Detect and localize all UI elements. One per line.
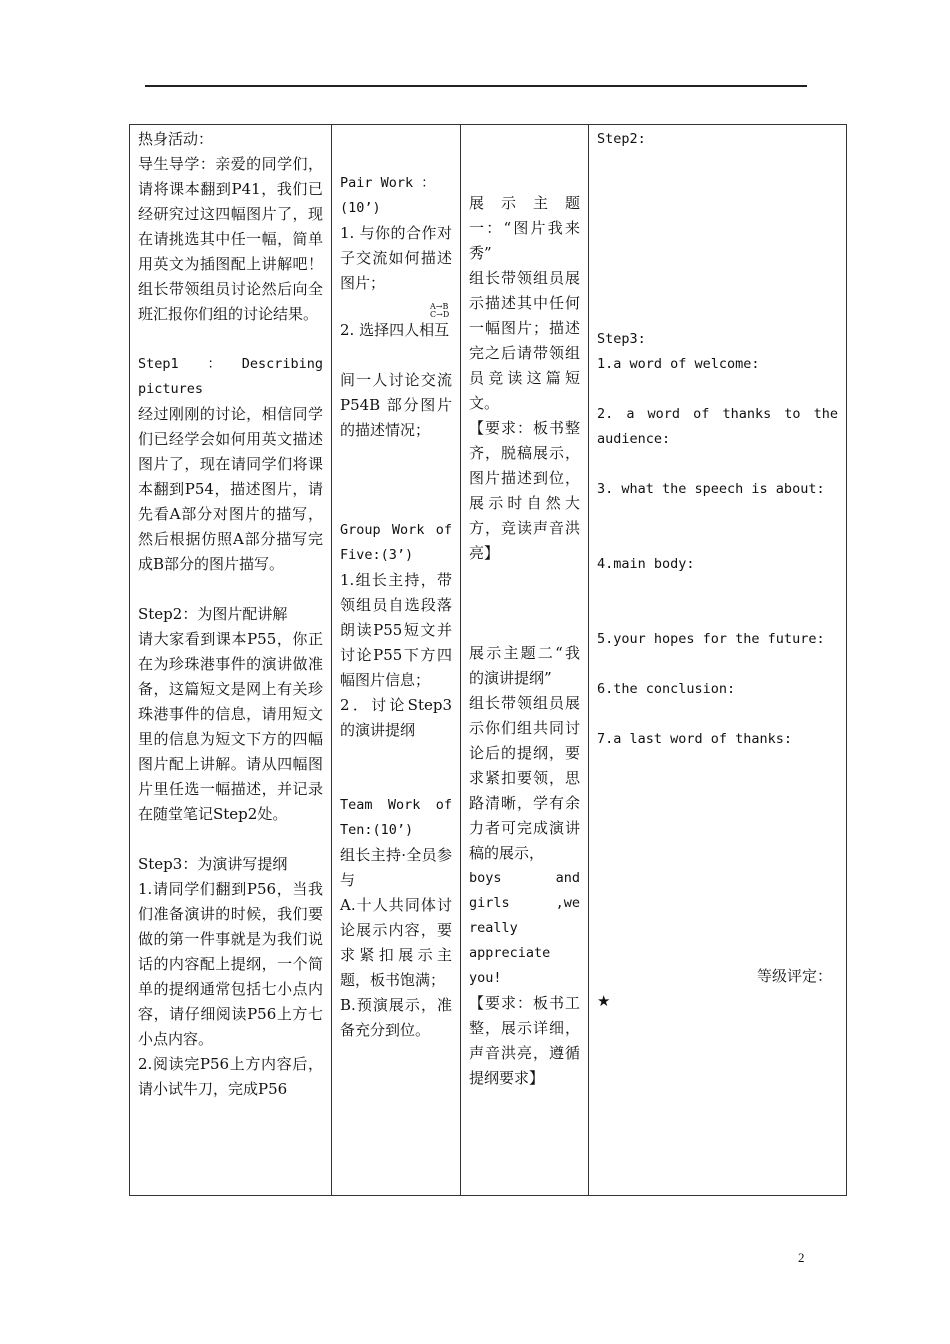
theme-1-text: 组长带领组员展示描述其中任何一幅图片；描述完之后请带领组员竞读这篇短文。 [469, 269, 580, 412]
step2-title: Step2：为图片配讲解 [138, 605, 288, 623]
notes-item-4: 4.main body: [597, 556, 695, 572]
notes-item-6: 6.the conclusion: [597, 681, 736, 697]
theme-2-requirement: 【要求：板书工整，展示详细，声音洪亮，遵循提纲要求】 [469, 994, 580, 1087]
page-number: 2 [798, 1250, 805, 1265]
theme-2-text: 组长带领组员展示你们组共同讨论后的提纲，要求紧扣要领，思路清晰，学有余力者可完成演讲稿的展示， [469, 694, 580, 862]
pair-mark-bottom: C→D [430, 310, 450, 319]
notes-item-2: 2. a word of thanks to the audience: [597, 406, 838, 447]
theme-1-title: 展示主题一：“图片我来秀” [469, 194, 580, 262]
pair-work-item-2: 2. 选择四人相互 [340, 321, 450, 339]
star-icon: ★ [597, 992, 611, 1010]
team-work-title: Team Work of Ten:(10’) [340, 797, 452, 838]
notes-step2: Step2: [597, 131, 646, 147]
pair-work-title: Pair Work ：(10’) [340, 175, 435, 216]
step3-item-1: 1.请同学们翻到P56，当我们准备演讲的时候，我们要做的第一件事就是为我们说话的内容配上提纲，一个简单的提纲通常包括七小点内容，请仔细阅读P56上方七小点内容。 [138, 880, 323, 1048]
pair-mark-top: A→B [430, 302, 449, 311]
step3-item-2: 2.阅读完P56上方内容后，请小试牛刀，完成P56 [138, 1055, 323, 1098]
notes-item-3: 3. what the speech is about: [597, 481, 825, 497]
theme-1-requirement: 【要求：板书整齐，脱稿展示，图片描述到位，展示时自然大方，竞读声音洪亮】 [469, 419, 580, 562]
step1-title: Step1 ：Describing pictures [138, 356, 323, 397]
theme-2-title: 展示主题二“我的演讲提纲” [469, 644, 580, 687]
grade-label: 等级评定： [756, 967, 832, 985]
pair-work-item-2-cont: 间一人讨论交流 P54B 部分图片的描述情况； [340, 371, 457, 439]
cooperation-cell [332, 125, 461, 1196]
table-row [130, 125, 847, 1196]
team-work-a: A.十人共同体讨论展示内容，要求紧扣展示主题，板书饱满； [340, 896, 452, 989]
warmup-title: 热身活动： [138, 130, 214, 148]
warmup-text: 导生导学：亲爱的同学们，请将课本翻到P41，我们已经研究过这四幅图片了，现在请挑选其中任一幅，简单用英文为插图配上讲解吧！组长带领组员讨论然后向全班汇报你们组的讨论结果。 [138, 155, 323, 323]
notes-step3: Step3: [597, 331, 646, 347]
group-work-item-2: 2．讨论Step3的演讲提纲 [340, 696, 452, 739]
presentation-cell [461, 125, 589, 1196]
group-work-title: Group Work of Five:(3’) [340, 522, 452, 563]
lesson-table [129, 124, 847, 1196]
step3-title: Step3：为演讲写提纲 [138, 855, 288, 873]
step2-text: 请大家看到课本P55，你正在为珍珠港事件的演讲做准备，这篇短文是网上有关珍珠港事件的信息，请用短文里的信息为短文下方的四幅图片配上讲解。请从四幅图片里任选一幅描述，并记录在随堂笔记Step2处。 [138, 630, 323, 823]
notes-item-5: 5.your hopes for the future: [597, 631, 825, 647]
pair-work-item-1: 1. 与你的合作对子交流如何描述图片； [340, 224, 452, 292]
team-work-host: 组长主持·全员参与 [340, 846, 452, 889]
group-work-item-1: 1.组长主持，带领组员自选段落朗读P55短文并讨论P55下方四幅图片信息； [340, 571, 452, 689]
notes-item-7: 7.a last word of thanks: [597, 731, 793, 747]
notes-item-1: 1.a word of welcome: [597, 356, 760, 372]
theme-2-english: boys and girls ,we really appreciate you! [469, 870, 580, 986]
notes-cell [589, 125, 847, 1196]
team-work-b: B.预演展示，准备充分到位。 [340, 996, 452, 1039]
header-rule [145, 85, 807, 87]
learning-process-cell [130, 125, 332, 1196]
step1-text: 经过刚刚的讨论，相信同学们已经学会如何用英文描述图片了，现在请同学们将课本翻到P54，描述图片，请先看A部分对图片的描写，然后根据仿照A部分描写完成B部分的图片描写。 [138, 405, 323, 573]
